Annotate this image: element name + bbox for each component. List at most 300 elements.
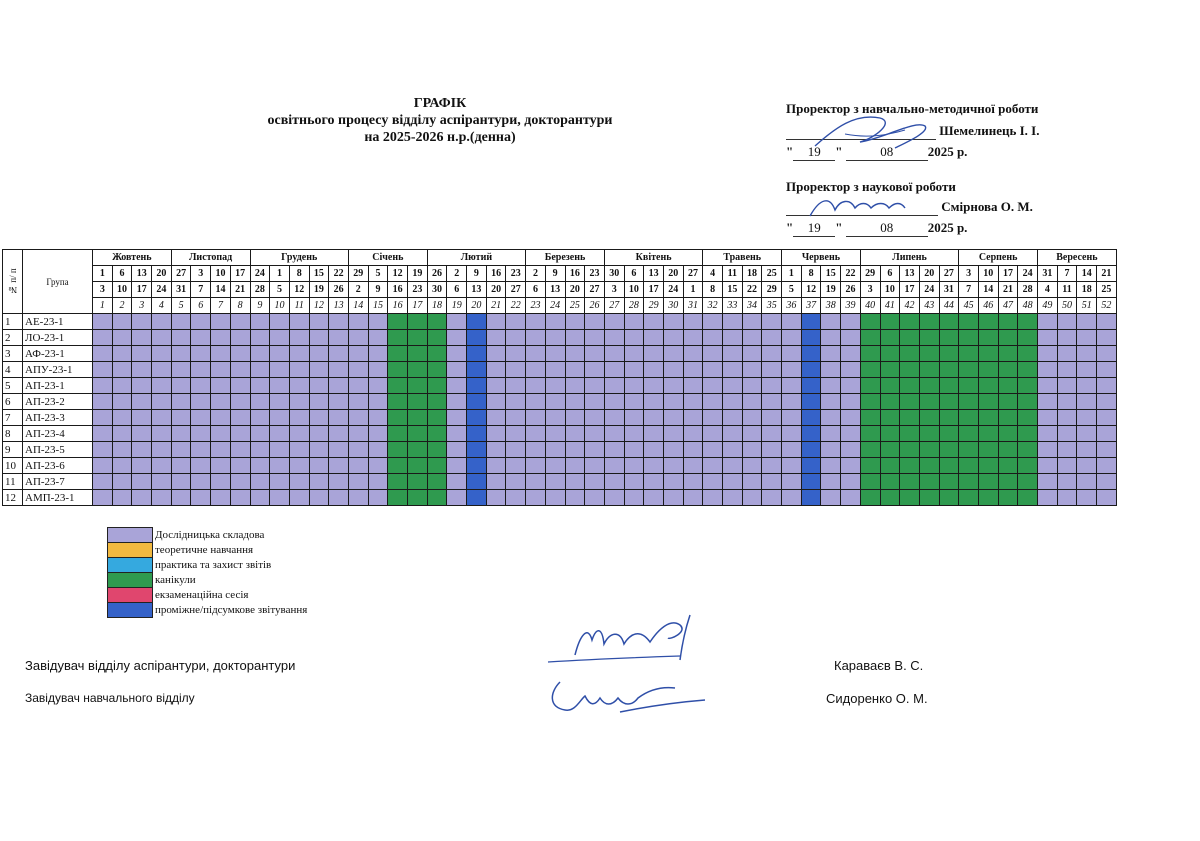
- schedule-cell: [821, 442, 841, 458]
- schedule-cell: [1038, 490, 1058, 506]
- schedule-cell: [742, 458, 762, 474]
- schedule-cell: [270, 378, 290, 394]
- schedule-cell: [624, 346, 644, 362]
- schedule-cell: [171, 426, 191, 442]
- schedule-cell: [545, 426, 565, 442]
- schedule-cell: [467, 410, 487, 426]
- schedule-cell: [644, 426, 664, 442]
- group-name: АП-23-1: [23, 378, 93, 394]
- schedule-cell: [250, 330, 270, 346]
- week-start-date: 15: [309, 266, 329, 282]
- schedule-cell: [132, 474, 152, 490]
- week-end-date: 5: [782, 282, 802, 298]
- table-row: [3, 410, 1117, 426]
- week-end-date: 16: [388, 282, 408, 298]
- schedule-cell: [841, 346, 861, 362]
- schedule-cell: [93, 490, 113, 506]
- schedule-cell: [939, 426, 959, 442]
- schedule-cell: [545, 458, 565, 474]
- week-start-date: 9: [545, 266, 565, 282]
- schedule-cell: [585, 458, 605, 474]
- schedule-cell: [1018, 346, 1038, 362]
- schedule-cell: [1097, 410, 1117, 426]
- week-number: 36: [782, 298, 802, 314]
- week-end-date: 24: [663, 282, 683, 298]
- row-number: 5: [3, 378, 23, 394]
- schedule-cell: [998, 362, 1018, 378]
- schedule-cell: [1057, 362, 1077, 378]
- week-number: 27: [604, 298, 624, 314]
- schedule-cell: [486, 458, 506, 474]
- schedule-cell: [565, 410, 585, 426]
- schedule-cell: [270, 346, 290, 362]
- schedule-cell: [742, 490, 762, 506]
- schedule-cell: [1097, 394, 1117, 410]
- group-name: АП-23-7: [23, 474, 93, 490]
- schedule-cell: [880, 474, 900, 490]
- schedule-cell: [408, 490, 428, 506]
- schedule-cell: [782, 378, 802, 394]
- schedule-cell: [860, 314, 880, 330]
- schedule-cell: [919, 490, 939, 506]
- schedule-cell: [289, 458, 309, 474]
- schedule-cell: [329, 330, 349, 346]
- schedule-cell: [841, 474, 861, 490]
- week-number: 4: [152, 298, 172, 314]
- schedule-cell: [211, 458, 231, 474]
- schedule-cell: [368, 362, 388, 378]
- week-number: 2: [112, 298, 132, 314]
- schedule-cell: [683, 410, 703, 426]
- schedule-cell: [486, 346, 506, 362]
- schedule-cell: [1038, 394, 1058, 410]
- schedule-cell: [1057, 490, 1077, 506]
- schedule-cell: [93, 362, 113, 378]
- legend-label: теоретичне навчання: [155, 543, 254, 556]
- month-header: Грудень: [250, 250, 348, 266]
- schedule-cell: [171, 410, 191, 426]
- schedule-cell: [821, 458, 841, 474]
- schedule-cell: [1057, 330, 1077, 346]
- schedule-cell: [93, 410, 113, 426]
- schedule-cell: [663, 378, 683, 394]
- schedule-cell: [467, 426, 487, 442]
- schedule-cell: [368, 314, 388, 330]
- month-header: Серпень: [959, 250, 1038, 266]
- schedule-cell: [329, 410, 349, 426]
- week-number: 37: [801, 298, 821, 314]
- schedule-cell: [348, 426, 368, 442]
- schedule-cell: [171, 346, 191, 362]
- table-row: [3, 474, 1117, 490]
- week-start-date: 14: [1077, 266, 1097, 282]
- week-start-date: 4: [703, 266, 723, 282]
- week-end-date: 24: [152, 282, 172, 298]
- schedule-cell: [1018, 378, 1038, 394]
- schedule-cell: [1077, 330, 1097, 346]
- schedule-cell: [998, 346, 1018, 362]
- week-start-date: 22: [329, 266, 349, 282]
- schedule-cell: [211, 378, 231, 394]
- week-number: 25: [565, 298, 585, 314]
- schedule-cell: [211, 362, 231, 378]
- schedule-cell: [132, 410, 152, 426]
- schedule-cell: [132, 442, 152, 458]
- schedule-cell: [723, 346, 743, 362]
- schedule-cell: [1018, 330, 1038, 346]
- schedule-cell: [801, 490, 821, 506]
- schedule-cell: [506, 490, 526, 506]
- schedule-cell: [211, 410, 231, 426]
- schedule-cell: [1077, 314, 1097, 330]
- schedule-cell: [348, 394, 368, 410]
- week-number: 29: [644, 298, 664, 314]
- schedule-cell: [604, 378, 624, 394]
- schedule-cell: [959, 314, 979, 330]
- schedule-cell: [703, 394, 723, 410]
- schedule-cell: [191, 394, 211, 410]
- title-line-3: на 2025-2026 н.р.(денна): [364, 130, 516, 145]
- week-end-date: 6: [526, 282, 546, 298]
- table-row: [3, 362, 1117, 378]
- schedule-cell: [703, 378, 723, 394]
- week-end-date: 7: [191, 282, 211, 298]
- schedule-cell: [112, 474, 132, 490]
- schedule-cell: [1057, 378, 1077, 394]
- schedule-cell: [388, 458, 408, 474]
- schedule-cell: [821, 314, 841, 330]
- schedule-cell: [998, 490, 1018, 506]
- schedule-cell: [486, 378, 506, 394]
- schedule-cell: [545, 490, 565, 506]
- schedule-cell: [841, 458, 861, 474]
- week-start-date: 31: [1038, 266, 1058, 282]
- schedule-cell: [348, 442, 368, 458]
- schedule-cell: [585, 330, 605, 346]
- footer-name-2: Сидоренко О. М.: [826, 691, 928, 706]
- schedule-cell: [939, 314, 959, 330]
- group-name: АФ-23-1: [23, 346, 93, 362]
- schedule-cell: [152, 442, 172, 458]
- schedule-cell: [742, 474, 762, 490]
- schedule-cell: [309, 330, 329, 346]
- week-start-date: 24: [1018, 266, 1038, 282]
- schedule-cell: [939, 394, 959, 410]
- schedule-cell: [152, 474, 172, 490]
- footer-name-1: Караваєв В. С.: [834, 658, 924, 673]
- row-number: 6: [3, 394, 23, 410]
- schedule-cell: [782, 490, 802, 506]
- week-start-date: 11: [723, 266, 743, 282]
- schedule-cell: [289, 330, 309, 346]
- schedule-cell: [841, 442, 861, 458]
- row-number: 12: [3, 490, 23, 506]
- schedule-cell: [230, 346, 250, 362]
- schedule-cell: [604, 362, 624, 378]
- schedule-cell: [408, 330, 428, 346]
- schedule-cell: [506, 346, 526, 362]
- schedule-cell: [427, 458, 447, 474]
- week-number: 51: [1077, 298, 1097, 314]
- schedule-cell: [467, 394, 487, 410]
- schedule-cell: [250, 314, 270, 330]
- week-end-date: 20: [486, 282, 506, 298]
- schedule-cell: [309, 490, 329, 506]
- week-end-date: 3: [93, 282, 113, 298]
- schedule-cell: [978, 314, 998, 330]
- schedule-cell: [565, 330, 585, 346]
- schedule-cell: [1097, 314, 1117, 330]
- schedule-cell: [801, 330, 821, 346]
- week-start-date: 20: [919, 266, 939, 282]
- schedule-cell: [368, 346, 388, 362]
- week-end-date: 14: [978, 282, 998, 298]
- schedule-cell: [939, 474, 959, 490]
- schedule-cell: [585, 410, 605, 426]
- schedule-cell: [959, 474, 979, 490]
- schedule-cell: [270, 330, 290, 346]
- schedule-cell: [289, 394, 309, 410]
- schedule-cell: [683, 378, 703, 394]
- schedule-cell: [93, 378, 113, 394]
- month-header: Лютий: [427, 250, 525, 266]
- schedule-cell: [486, 474, 506, 490]
- week-start-date: 3: [959, 266, 979, 282]
- schedule-cell: [289, 426, 309, 442]
- schedule-cell: [604, 442, 624, 458]
- schedule-cell: [663, 330, 683, 346]
- schedule-cell: [447, 378, 467, 394]
- approval-block-2: Проректор з наукової роботи Смірнова О. М. " 19 " 08 2025 р.: [786, 179, 1033, 235]
- schedule-cell: [683, 314, 703, 330]
- week-start-date: 3: [191, 266, 211, 282]
- schedule-cell: [447, 490, 467, 506]
- schedule-cell: [230, 314, 250, 330]
- schedule-cell: [132, 490, 152, 506]
- week-end-date: 17: [644, 282, 664, 298]
- week-end-date: 24: [919, 282, 939, 298]
- schedule-cell: [703, 442, 723, 458]
- schedule-cell: [112, 458, 132, 474]
- schedule-cell: [191, 314, 211, 330]
- schedule-cell: [152, 346, 172, 362]
- approval-month: 08: [846, 220, 928, 237]
- footer-role-1: Завідувач відділу аспірантури, докторантури: [25, 658, 296, 673]
- schedule-cell: [919, 442, 939, 458]
- schedule-cell: [250, 442, 270, 458]
- schedule-cell: [289, 410, 309, 426]
- schedule-cell: [309, 474, 329, 490]
- week-number: 47: [998, 298, 1018, 314]
- schedule-cell: [132, 314, 152, 330]
- week-end-date: 12: [289, 282, 309, 298]
- schedule-cell: [900, 394, 920, 410]
- schedule-cell: [644, 394, 664, 410]
- week-start-date: 12: [388, 266, 408, 282]
- column-header-group: Група: [23, 250, 93, 314]
- schedule-cell: [388, 410, 408, 426]
- week-start-date: 20: [152, 266, 172, 282]
- schedule-cell: [801, 378, 821, 394]
- schedule-cell: [683, 442, 703, 458]
- schedule-cell: [919, 394, 939, 410]
- schedule-cell: [644, 442, 664, 458]
- schedule-cell: [368, 442, 388, 458]
- schedule-cell: [368, 490, 388, 506]
- schedule-cell: [152, 378, 172, 394]
- schedule-cell: [270, 426, 290, 442]
- schedule-cell: [939, 442, 959, 458]
- schedule-cell: [900, 330, 920, 346]
- month-header: Січень: [348, 250, 427, 266]
- schedule-cell: [132, 458, 152, 474]
- schedule-cell: [663, 362, 683, 378]
- week-start-date: 27: [939, 266, 959, 282]
- group-name: АП-23-6: [23, 458, 93, 474]
- schedule-cell: [663, 458, 683, 474]
- schedule-cell: [152, 362, 172, 378]
- schedule-cell: [388, 474, 408, 490]
- month-header: Травень: [703, 250, 782, 266]
- title-line-2: освітнього процесу відділу аспірантури, докторантури: [267, 113, 613, 128]
- schedule-cell: [152, 330, 172, 346]
- schedule-cell: [624, 378, 644, 394]
- schedule-cell: [230, 458, 250, 474]
- schedule-cell: [526, 458, 546, 474]
- schedule-cell: [1097, 442, 1117, 458]
- schedule-cell: [624, 426, 644, 442]
- approval-year: 2025 р.: [927, 220, 968, 235]
- legend-item: [107, 587, 307, 602]
- schedule-cell: [408, 378, 428, 394]
- schedule-cell: [506, 378, 526, 394]
- week-end-date: 10: [112, 282, 132, 298]
- schedule-cell: [644, 410, 664, 426]
- schedule-cell: [604, 474, 624, 490]
- group-name: АЕ-23-1: [23, 314, 93, 330]
- schedule-cell: [585, 426, 605, 442]
- schedule-cell: [762, 314, 782, 330]
- schedule-cell: [348, 410, 368, 426]
- schedule-cell: [860, 490, 880, 506]
- week-number: 41: [880, 298, 900, 314]
- schedule-cell: [132, 362, 152, 378]
- schedule-cell: [880, 394, 900, 410]
- schedule-cell: [506, 410, 526, 426]
- schedule-cell: [1097, 330, 1117, 346]
- schedule-cell: [526, 378, 546, 394]
- schedule-cell: [1057, 458, 1077, 474]
- schedule-cell: [860, 378, 880, 394]
- schedule-cell: [486, 394, 506, 410]
- schedule-cell: [959, 410, 979, 426]
- schedule-cell: [959, 458, 979, 474]
- schedule-cell: [939, 346, 959, 362]
- schedule-cell: [368, 458, 388, 474]
- schedule-cell: [1097, 362, 1117, 378]
- schedule-cell: [998, 426, 1018, 442]
- schedule-cell: [880, 410, 900, 426]
- week-number: 49: [1038, 298, 1058, 314]
- schedule-cell: [1038, 426, 1058, 442]
- schedule-cell: [742, 314, 762, 330]
- schedule-cell: [112, 314, 132, 330]
- schedule-cell: [270, 442, 290, 458]
- week-start-date: 10: [978, 266, 998, 282]
- week-end-date: 23: [408, 282, 428, 298]
- week-end-date: 19: [821, 282, 841, 298]
- week-start-date: 27: [683, 266, 703, 282]
- schedule-cell: [545, 442, 565, 458]
- row-number: 7: [3, 410, 23, 426]
- schedule-cell: [309, 426, 329, 442]
- week-number: 6: [191, 298, 211, 314]
- schedule-cell: [1077, 346, 1097, 362]
- week-number: 7: [211, 298, 231, 314]
- table-row: [3, 426, 1117, 442]
- group-name: ЛО-23-1: [23, 330, 93, 346]
- week-start-date: 13: [900, 266, 920, 282]
- schedule-cell: [998, 394, 1018, 410]
- month-header: Вересень: [1038, 250, 1117, 266]
- schedule-cell: [93, 346, 113, 362]
- schedule-cell: [309, 394, 329, 410]
- schedule-cell: [427, 362, 447, 378]
- schedule-cell: [762, 490, 782, 506]
- schedule-cell: [132, 330, 152, 346]
- schedule-cell: [171, 442, 191, 458]
- schedule-cell: [565, 426, 585, 442]
- schedule-cell: [801, 314, 821, 330]
- schedule-cell: [486, 314, 506, 330]
- schedule-cell: [270, 410, 290, 426]
- schedule-cell: [506, 394, 526, 410]
- schedule-cell: [427, 330, 447, 346]
- schedule-cell: [880, 442, 900, 458]
- week-end-date: 17: [900, 282, 920, 298]
- week-start-date: 17: [998, 266, 1018, 282]
- schedule-cell: [959, 394, 979, 410]
- schedule-cell: [919, 346, 939, 362]
- schedule-cell: [604, 458, 624, 474]
- schedule-cell: [762, 474, 782, 490]
- signature-4: [540, 672, 720, 722]
- schedule-cell: [427, 394, 447, 410]
- schedule-cell: [782, 474, 802, 490]
- schedule-cell: [663, 490, 683, 506]
- week-end-date: 27: [585, 282, 605, 298]
- schedule-cell: [211, 474, 231, 490]
- week-end-date: 4: [1038, 282, 1058, 298]
- schedule-cell: [1018, 410, 1038, 426]
- schedule-cell: [742, 410, 762, 426]
- schedule-cell: [427, 410, 447, 426]
- schedule-cell: [348, 314, 368, 330]
- schedule-cell: [604, 314, 624, 330]
- schedule-cell: [211, 394, 231, 410]
- schedule-cell: [171, 474, 191, 490]
- schedule-cell: [171, 378, 191, 394]
- week-number: 15: [368, 298, 388, 314]
- schedule-cell: [978, 394, 998, 410]
- schedule-cell: [900, 362, 920, 378]
- schedule-cell: [93, 426, 113, 442]
- schedule-cell: [1038, 314, 1058, 330]
- legend-item: [107, 527, 307, 542]
- week-start-date: 15: [821, 266, 841, 282]
- week-end-date: 13: [467, 282, 487, 298]
- schedule-cell: [841, 362, 861, 378]
